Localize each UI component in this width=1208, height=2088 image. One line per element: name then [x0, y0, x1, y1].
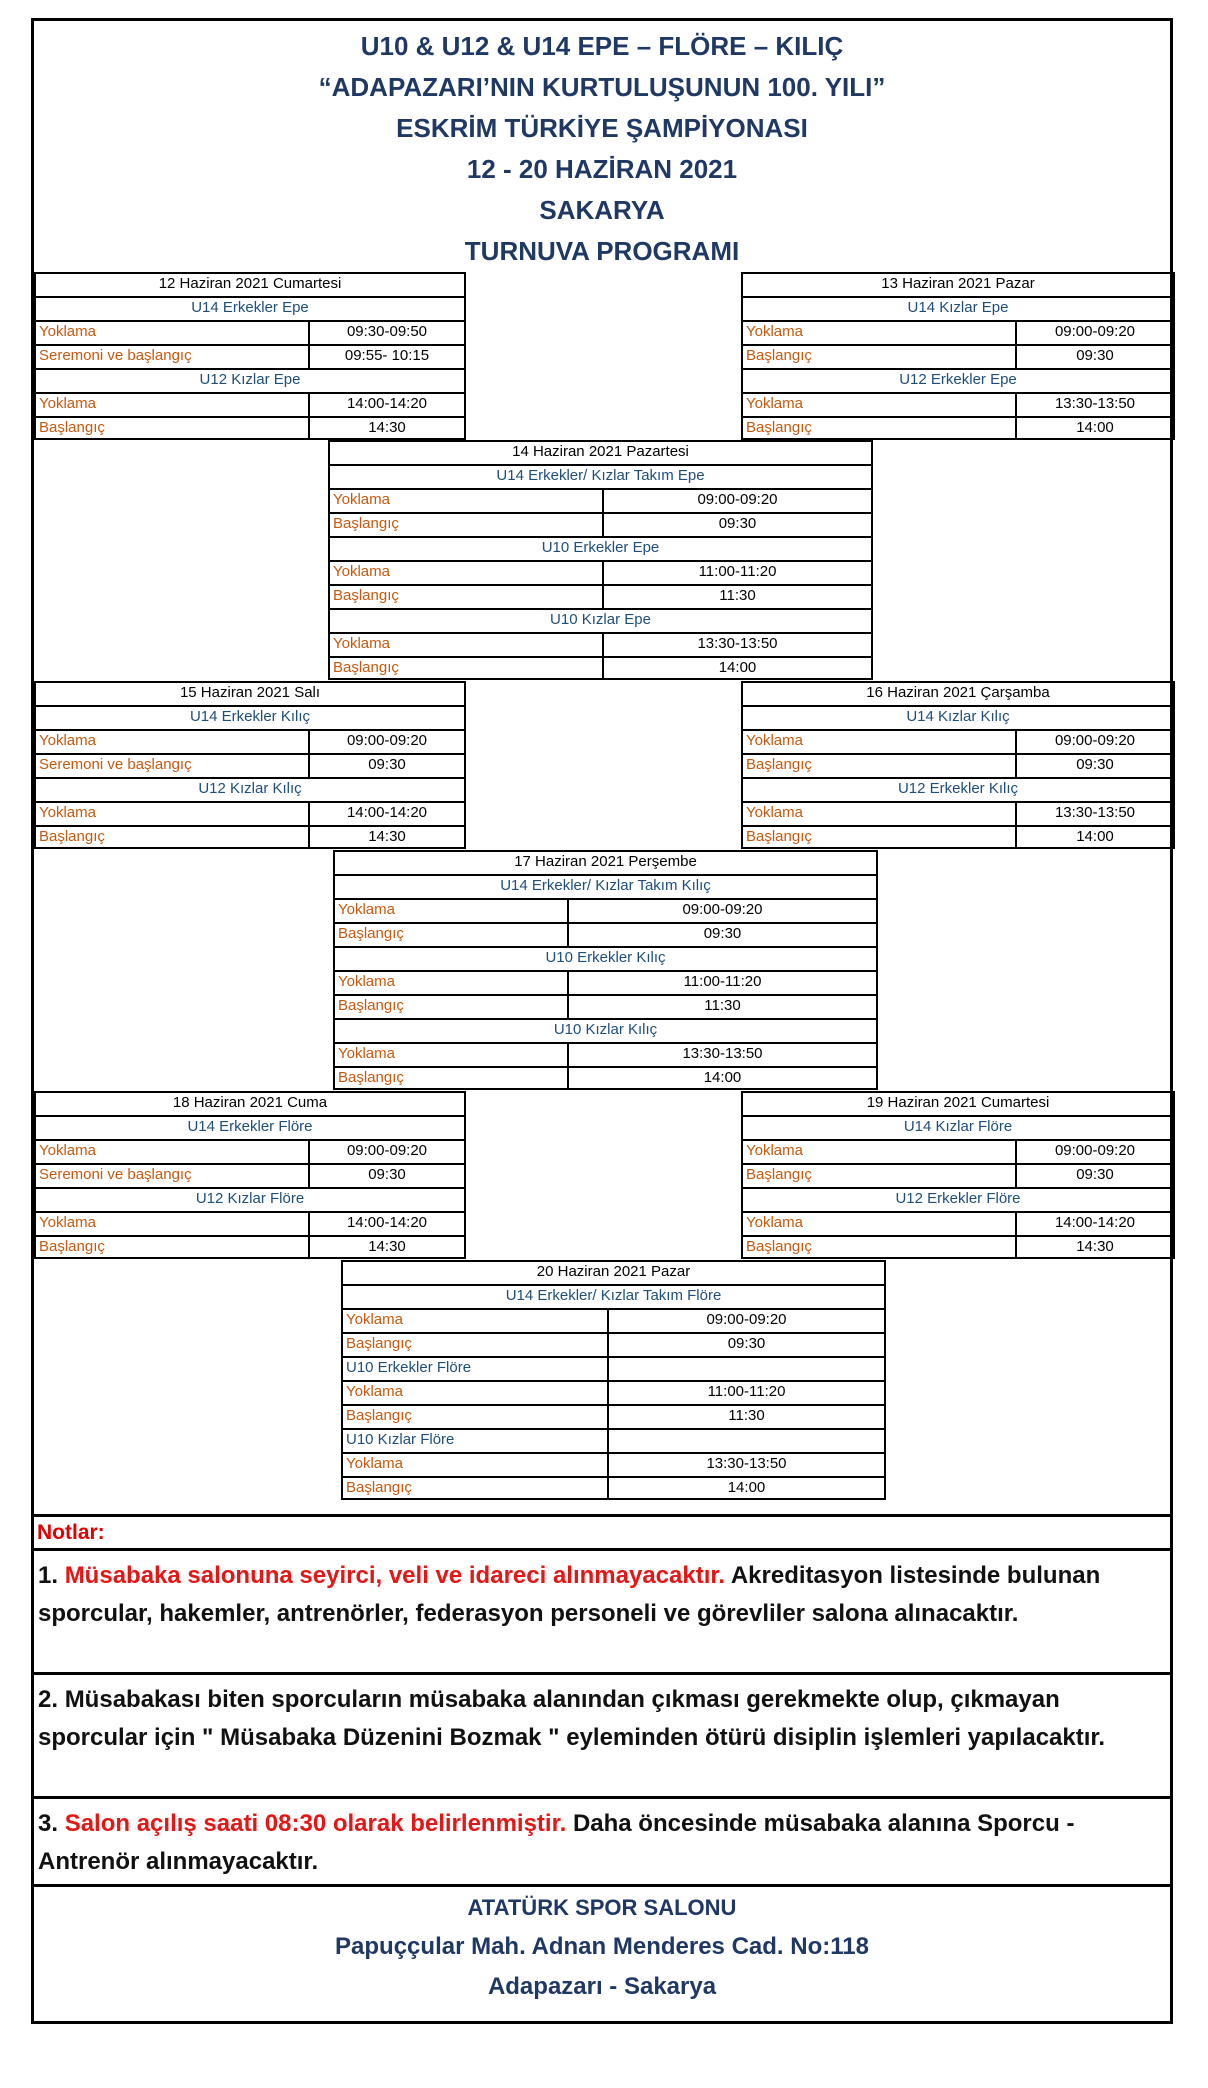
session-label: Seremoni ve başlangıç [39, 756, 192, 773]
day-date-row [36, 681, 464, 705]
category-row [36, 777, 464, 801]
time-row [335, 898, 876, 922]
session-time: 13:30-13:50 [607, 1454, 884, 1476]
category-row [743, 296, 1173, 320]
time-row [330, 656, 871, 680]
session-label: Başlangıç [333, 587, 399, 604]
session-label: Yoklama [333, 635, 390, 652]
time-row [743, 1139, 1173, 1163]
empty-cell [607, 1430, 884, 1452]
header-title-1: U10 & U12 & U14 EPE – FLÖRE – KILIÇ [360, 31, 844, 61]
category-row [330, 536, 871, 560]
session-label: Yoklama [39, 1142, 96, 1159]
category-name: U14 Erkekler Epe [191, 299, 309, 316]
category-name: U10 Kızlar Flöre [346, 1431, 455, 1448]
day-date-row [330, 440, 871, 464]
time-row [330, 632, 871, 656]
session-time: 09:30 [308, 1165, 464, 1187]
time-row [36, 344, 464, 368]
session-label: Yoklama [333, 491, 390, 508]
time-row [36, 801, 464, 825]
session-time: 11:00-11:20 [567, 972, 876, 994]
session-time: 09:30 [607, 1334, 884, 1356]
session-time: 09:00-09:20 [1015, 1141, 1173, 1163]
day-date-row [343, 1260, 884, 1284]
category-row [36, 296, 464, 320]
time-row [36, 392, 464, 416]
category-row [343, 1356, 884, 1380]
session-label: Yoklama [746, 804, 803, 821]
day-date: 19 Haziran 2021 Cumartesi [866, 1094, 1050, 1111]
category-row [343, 1428, 884, 1452]
category-row [743, 1115, 1173, 1139]
session-label: Seremoni ve başlangıç [39, 1166, 192, 1183]
day-block [34, 681, 466, 849]
note-1 [34, 1548, 1170, 1672]
session-time: 11:30 [607, 1406, 884, 1428]
notes-title: Notlar: [37, 1521, 105, 1544]
day-date: 14 Haziran 2021 Pazartesi [512, 443, 689, 460]
time-row [743, 344, 1173, 368]
time-row [36, 320, 464, 344]
session-label: Başlangıç [746, 1238, 812, 1255]
session-label: Başlangıç [338, 1069, 404, 1086]
time-row [330, 584, 871, 608]
session-label: Yoklama [39, 732, 96, 749]
session-label: Yoklama [338, 1045, 395, 1062]
session-label: Seremoni ve başlangıç [39, 347, 192, 364]
session-label: Yoklama [346, 1311, 403, 1328]
category-name: U12 Kızlar Flöre [195, 1190, 305, 1207]
session-time: 09:55- 10:15 [308, 346, 464, 368]
category-name: U10 Kızlar Epe [550, 611, 651, 628]
session-label: Başlangıç [39, 419, 105, 436]
time-row [343, 1476, 884, 1500]
category-row [330, 464, 871, 488]
time-row [330, 488, 871, 512]
category-name: U14 Erkekler/ Kızlar Takım Kılıç [500, 877, 711, 894]
category-name: U10 Erkekler Epe [541, 539, 660, 556]
note-number: 1. [38, 1562, 65, 1589]
session-time: 14:00-14:20 [308, 803, 464, 825]
category-name: U12 Kızlar Kılıç [198, 780, 302, 797]
time-row [343, 1380, 884, 1404]
session-time: 13:30-13:50 [1015, 803, 1173, 825]
header-city: SAKARYA [539, 195, 665, 225]
session-label: Başlangıç [346, 1407, 412, 1424]
session-time: 11:30 [567, 996, 876, 1018]
time-row [743, 1163, 1173, 1187]
session-label: Başlangıç [746, 419, 812, 436]
header-date-range: 12 - 20 HAZİRAN 2021 [466, 154, 738, 184]
session-time: 13:30-13:50 [602, 634, 871, 656]
session-label: Yoklama [39, 395, 96, 412]
day-block [341, 1260, 886, 1500]
time-row [36, 1235, 464, 1259]
note-text: Akreditasyon listesinde bulunan sporcular, hakemler, antrenörler, federasyon personeli ve görevliler salona alınacaktır. [38, 1562, 1101, 1627]
category-row [36, 1115, 464, 1139]
time-row [743, 1235, 1173, 1259]
session-time: 09:30 [308, 755, 464, 777]
category-row [36, 1187, 464, 1211]
category-row [335, 946, 876, 970]
time-row [330, 512, 871, 536]
session-time: 11:00-11:20 [602, 562, 871, 584]
session-time: 14:00 [1015, 827, 1173, 847]
time-row [335, 994, 876, 1018]
session-time: 13:30-13:50 [1015, 394, 1173, 416]
category-name: U14 Kızlar Kılıç [906, 708, 1010, 725]
session-label: Yoklama [746, 732, 803, 749]
session-label: Başlangıç [346, 1335, 412, 1352]
time-row [36, 416, 464, 440]
day-block [328, 440, 873, 680]
session-label: Yoklama [746, 1214, 803, 1231]
session-time: 14:00-14:20 [308, 394, 464, 416]
session-time: 14:00-14:20 [1015, 1213, 1173, 1235]
session-time: 11:30 [602, 586, 871, 608]
time-row [743, 320, 1173, 344]
category-name: U14 Erkekler/ Kızlar Takım Flöre [505, 1287, 722, 1304]
note-text: Daha öncesinde müsabaka alanına Sporcu - Antrenör alınmayacaktır. [38, 1810, 1075, 1875]
header-title-2: “ADAPAZARI’NIN KURTULUŞUNUN 100. YILI” [318, 72, 886, 102]
day-block [333, 850, 878, 1090]
session-label: Yoklama [346, 1383, 403, 1400]
day-date: 13 Haziran 2021 Pazar [881, 275, 1035, 292]
category-name: U14 Kızlar Epe [907, 299, 1009, 316]
session-time: 09:30 [567, 924, 876, 946]
session-time: 09:30-09:50 [308, 322, 464, 344]
time-row [36, 729, 464, 753]
note-number: 3. [38, 1810, 65, 1837]
category-name: U14 Erkekler Kılıç [189, 708, 311, 725]
session-label: Yoklama [346, 1455, 403, 1472]
time-row [36, 753, 464, 777]
time-row [335, 1042, 876, 1066]
category-name: U12 Erkekler Kılıç [897, 780, 1019, 797]
session-time: 14:00 [1015, 418, 1173, 438]
session-label: Yoklama [39, 804, 96, 821]
session-time: 09:30 [1015, 346, 1173, 368]
category-row [36, 705, 464, 729]
day-block [34, 1091, 466, 1259]
day-date-row [743, 681, 1173, 705]
time-row [743, 825, 1173, 849]
time-row [335, 922, 876, 946]
category-row [36, 368, 464, 392]
category-row [343, 1284, 884, 1308]
venue-footer [34, 1884, 1170, 2027]
session-time: 09:00-09:20 [308, 1141, 464, 1163]
session-label: Başlangıç [333, 515, 399, 532]
category-row [335, 874, 876, 898]
note-text: Müsabakası biten sporcuların müsabaka alanından çıkması gerekmekte olup, çıkmayan sporcular için " Müsabaka Düzenini Bozmak " eyleminden ötürü disiplin işlemleri yapılacaktır. [38, 1686, 1106, 1751]
day-date: 17 Haziran 2021 Perşembe [514, 853, 697, 870]
category-name: U12 Erkekler Flöre [895, 1190, 1021, 1207]
day-date: 15 Haziran 2021 Salı [179, 684, 321, 701]
session-time: 14:30 [308, 1237, 464, 1257]
session-label: Başlangıç [39, 828, 105, 845]
session-label: Yoklama [746, 323, 803, 340]
category-row [743, 777, 1173, 801]
session-time: 09:00-09:20 [1015, 322, 1173, 344]
header-title-3: ESKRİM TÜRKİYE ŞAMPİYONASI [396, 113, 808, 143]
time-row [36, 1211, 464, 1235]
time-row [743, 801, 1173, 825]
session-time: 09:00-09:20 [567, 900, 876, 922]
venue-city: Adapazarı - Sakarya [487, 1973, 717, 2000]
session-time: 09:00-09:20 [602, 490, 871, 512]
session-time: 09:00-09:20 [308, 731, 464, 753]
session-label: Yoklama [333, 563, 390, 580]
category-row [743, 368, 1173, 392]
session-time: 14:00 [567, 1068, 876, 1088]
day-date-row [335, 850, 876, 874]
category-name: U12 Kızlar Epe [199, 371, 301, 388]
session-label: Yoklama [39, 323, 96, 340]
day-date: 20 Haziran 2021 Pazar [536, 1263, 691, 1280]
session-time: 09:30 [602, 514, 871, 536]
time-row [743, 416, 1173, 440]
day-date-row [36, 272, 464, 296]
day-block [741, 1091, 1175, 1259]
session-time: 14:00 [607, 1478, 884, 1498]
session-time: 14:00-14:20 [308, 1213, 464, 1235]
note-number: 2. [38, 1686, 65, 1713]
session-label: Başlangıç [333, 659, 399, 676]
session-time: 11:00-11:20 [607, 1382, 884, 1404]
empty-cell [607, 1358, 884, 1380]
session-label: Yoklama [746, 1142, 803, 1159]
time-row [335, 1066, 876, 1090]
category-name: U10 Erkekler Flöre [346, 1359, 472, 1376]
note-3 [34, 1796, 1170, 1884]
time-row [743, 1211, 1173, 1235]
session-label: Başlangıç [338, 925, 404, 942]
schedule-page [31, 18, 1173, 2024]
day-block [741, 272, 1175, 440]
session-label: Başlangıç [746, 756, 812, 773]
time-row [330, 560, 871, 584]
day-date-row [743, 272, 1173, 296]
time-row [343, 1308, 884, 1332]
session-label: Başlangıç [39, 1238, 105, 1255]
session-time: 09:00-09:20 [1015, 731, 1173, 753]
day-block [741, 681, 1175, 849]
time-row [36, 1139, 464, 1163]
session-label: Başlangıç [346, 1479, 412, 1496]
category-row [335, 1018, 876, 1042]
day-date-row [36, 1091, 464, 1115]
session-time: 14:30 [1015, 1237, 1173, 1257]
category-name: U14 Erkekler/ Kızlar Takım Epe [496, 467, 705, 484]
session-label: Yoklama [746, 395, 803, 412]
time-row [343, 1452, 884, 1476]
session-label: Başlangıç [746, 1166, 812, 1183]
day-date: 12 Haziran 2021 Cumartesi [158, 275, 342, 292]
day-date: 18 Haziran 2021 Cuma [172, 1094, 328, 1111]
session-time: 14:00 [602, 658, 871, 678]
time-row [343, 1404, 884, 1428]
time-row [743, 392, 1173, 416]
session-label: Başlangıç [338, 997, 404, 1014]
category-name: U14 Kızlar Flöre [903, 1118, 1013, 1135]
day-date: 16 Haziran 2021 Çarşamba [866, 684, 1050, 701]
time-row [743, 753, 1173, 777]
session-time: 09:00-09:20 [607, 1310, 884, 1332]
note-2 [34, 1672, 1170, 1796]
day-date-row [743, 1091, 1173, 1115]
session-time: 09:30 [1015, 755, 1173, 777]
session-label: Başlangıç [746, 347, 812, 364]
session-label: Başlangıç [746, 828, 812, 845]
category-row [743, 1187, 1173, 1211]
note-emphasis: Salon açılış saati 08:30 olarak belirlenmiştir. [64, 1810, 567, 1837]
category-row [330, 608, 871, 632]
category-name: U12 Erkekler Epe [899, 371, 1017, 388]
time-row [36, 1163, 464, 1187]
note-emphasis: Müsabaka salonuna seyirci, veli ve idareci alınmayacaktır. [64, 1562, 726, 1589]
header-program-title: TURNUVA PROGRAMI [464, 236, 740, 266]
session-label: Yoklama [338, 901, 395, 918]
session-time: 14:30 [308, 418, 464, 438]
day-block [34, 272, 466, 440]
notes-header [34, 1514, 1170, 1548]
session-time: 14:30 [308, 827, 464, 847]
venue-address: Papuççular Mah. Adnan Menderes Cad. No:118 [335, 1933, 869, 1960]
category-row [743, 705, 1173, 729]
session-time: 09:30 [1015, 1165, 1173, 1187]
category-name: U10 Erkekler Kılıç [545, 949, 666, 966]
time-row [36, 825, 464, 849]
session-label: Yoklama [338, 973, 395, 990]
venue-name: ATATÜRK SPOR SALONU [467, 1895, 737, 1920]
category-name: U10 Kızlar Kılıç [553, 1021, 658, 1038]
category-name: U14 Erkekler Flöre [187, 1118, 313, 1135]
time-row [343, 1332, 884, 1356]
time-row [743, 729, 1173, 753]
time-row [335, 970, 876, 994]
session-label: Yoklama [39, 1214, 96, 1231]
session-time: 13:30-13:50 [567, 1044, 876, 1066]
